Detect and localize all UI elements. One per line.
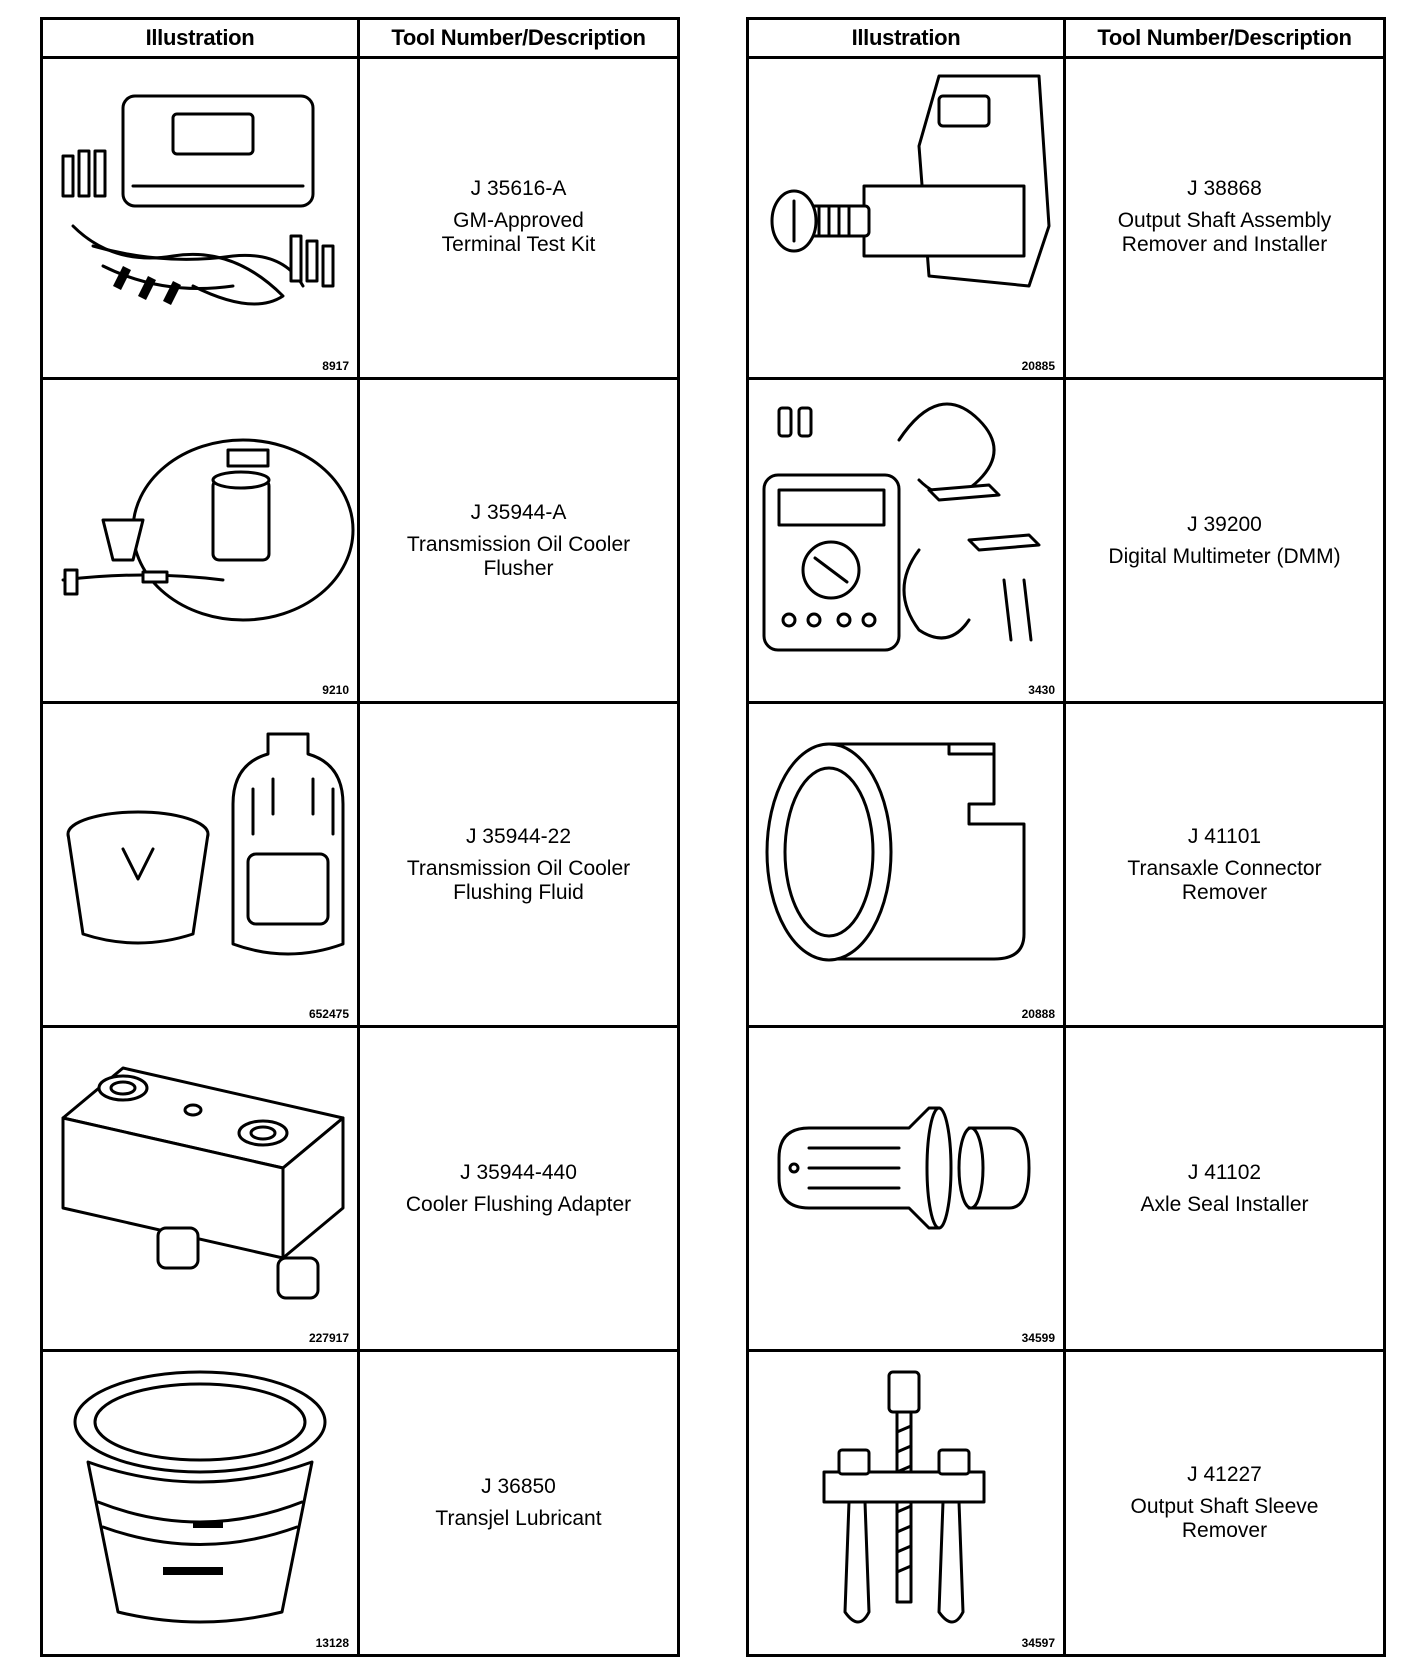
tool-number: J 35944-A [470, 500, 567, 524]
figure-number: 652475 [308, 1007, 349, 1021]
tool-name-line: Remover [1181, 880, 1268, 904]
flushing-adapter-icon [43, 1028, 360, 1349]
tool-number: J 41102 [1187, 1160, 1262, 1184]
tool-name-line: Output Shaft Assembly [1117, 208, 1332, 232]
table-header [749, 20, 1383, 59]
figure-number: 20885 [1021, 359, 1055, 373]
table-row [749, 1028, 1383, 1352]
tool-table-left [40, 17, 680, 1657]
table-row [749, 704, 1383, 1028]
tool-number: J 35944-440 [460, 1160, 577, 1184]
flushing-fluid-icon [43, 704, 360, 1025]
tool-description [360, 704, 677, 1025]
figure-number: 20888 [1021, 1007, 1055, 1021]
tool-name-line: Terminal Test Kit [441, 232, 596, 256]
transjel-lubricant-icon [43, 1352, 360, 1654]
table-row [749, 56, 1383, 380]
tool-number: J 38868 [1187, 176, 1262, 200]
header-tool: Tool Number/Description [391, 25, 646, 50]
table-header [43, 20, 677, 59]
tool-number: J 41227 [1187, 1463, 1262, 1486]
tool-number: J 35944-22 [465, 824, 572, 848]
terminal-test-kit-icon [43, 56, 360, 377]
output-shaft-remover-installer-icon [749, 56, 1066, 377]
figure-number: 9210 [322, 683, 349, 697]
header-tool: Tool Number/Description [1097, 25, 1352, 50]
table-row [43, 1352, 677, 1654]
tool-number: J 36850 [481, 1475, 556, 1498]
tool-name-line: Cooler Flushing Adapter [405, 1192, 632, 1216]
figure-number: 8917 [322, 359, 349, 373]
tool-number: J 35616-A [470, 176, 567, 200]
figure-number: 34599 [1021, 1331, 1055, 1345]
tool-description [1066, 380, 1383, 701]
tool-name-line: Flusher [483, 556, 554, 580]
table-row [43, 1028, 677, 1352]
axle-seal-installer-icon [749, 1028, 1066, 1349]
tool-name-line: Flushing Fluid [453, 880, 584, 904]
tool-name-line: Transmission Oil Cooler [406, 532, 631, 556]
table-row [43, 704, 677, 1028]
tool-description [1066, 56, 1383, 377]
table-row [43, 56, 677, 380]
tool-name-line: Remover [1181, 1519, 1268, 1542]
table-row [749, 380, 1383, 704]
tool-description [1066, 704, 1383, 1025]
figure-number: 227917 [308, 1331, 349, 1345]
tool-name-line: GM-Approved [453, 208, 584, 232]
tool-description [360, 56, 677, 377]
tool-name-line: Digital Multimeter (DMM) [1108, 544, 1341, 568]
tool-number: J 41101 [1187, 824, 1262, 848]
connector-remover-icon [749, 704, 1066, 1025]
tool-name-line: Transaxle Connector [1127, 856, 1322, 880]
digital-multimeter-icon [749, 380, 1066, 701]
tool-description [360, 380, 677, 701]
figure-number: 3430 [1028, 683, 1055, 697]
tool-description [1066, 1352, 1383, 1654]
tool-name-line: Remover and Installer [1121, 232, 1328, 256]
tool-table-right [746, 17, 1386, 1657]
tool-number: J 39200 [1187, 512, 1262, 536]
tool-name-line: Transmission Oil Cooler [406, 856, 631, 880]
tool-description [360, 1352, 677, 1654]
header-illustration: Illustration [749, 20, 1066, 56]
figure-number: 34597 [1021, 1636, 1055, 1650]
figure-number: 13128 [315, 1636, 349, 1650]
tool-name-line: Axle Seal Installer [1140, 1192, 1309, 1216]
header-illustration: Illustration [43, 20, 360, 56]
tool-description [360, 1028, 677, 1349]
tool-name-line: Transjel Lubricant [435, 1507, 602, 1530]
tool-description [1066, 1028, 1383, 1349]
table-row [749, 1352, 1383, 1654]
oil-cooler-flusher-icon [43, 380, 360, 701]
sleeve-remover-icon [749, 1352, 1066, 1654]
table-row [43, 380, 677, 704]
tool-name-line: Output Shaft Sleeve [1130, 1495, 1319, 1518]
